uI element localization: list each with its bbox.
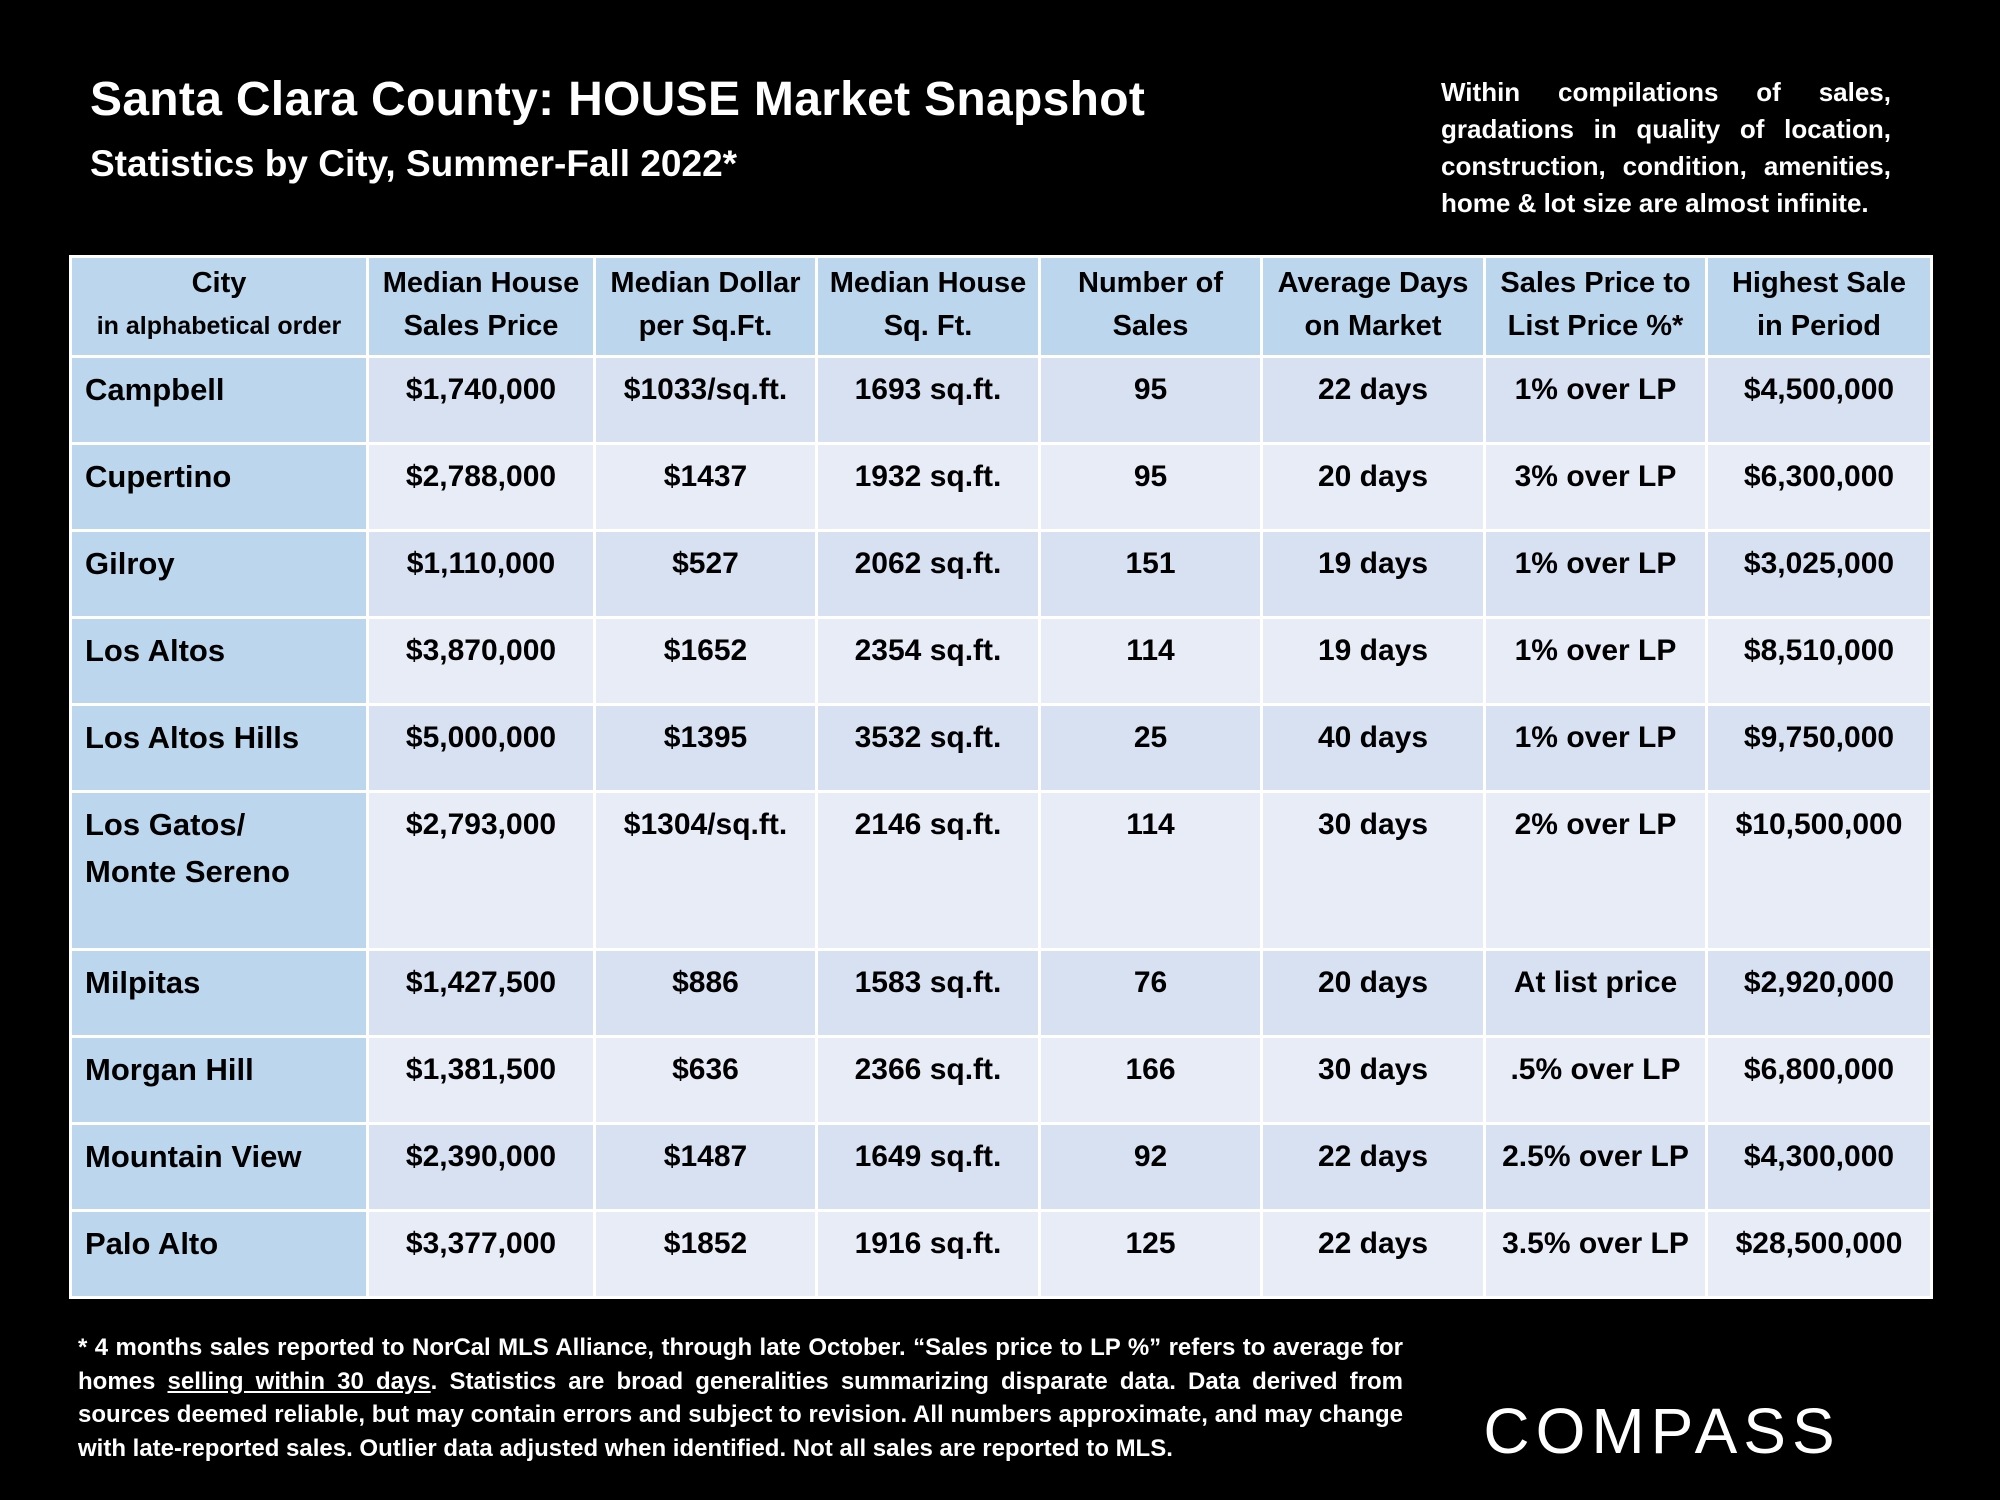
city-name: Los Altos <box>85 633 226 669</box>
column-header-line1: Median Dollar <box>610 267 801 299</box>
column-header-line2: per Sq.Ft. <box>638 310 773 342</box>
column-header-price <box>368 257 595 357</box>
sales-cell: 125 <box>1040 1210 1262 1297</box>
city-cell <box>71 618 368 705</box>
ppsf-cell: $1487 <box>595 1123 817 1210</box>
ppsf-cell: $1852 <box>595 1210 817 1297</box>
price-cell: $5,000,000 <box>368 705 595 792</box>
city-cell <box>71 1210 368 1297</box>
highest-cell: $28,500,000 <box>1707 1210 1932 1297</box>
ppsf-cell: $527 <box>595 531 817 618</box>
highest-cell: $9,750,000 <box>1707 705 1932 792</box>
ppsf-cell: $886 <box>595 949 817 1036</box>
column-header-line1: Median House <box>829 267 1027 299</box>
table-row <box>71 618 1932 705</box>
column-header-dom <box>1262 257 1485 357</box>
dom-cell: 30 days <box>1262 792 1485 950</box>
table-row <box>71 792 1932 950</box>
dom-cell: 19 days <box>1262 531 1485 618</box>
page-subtitle: Statistics by City, Summer-Fall 2022* <box>90 143 738 184</box>
price-cell: $2,390,000 <box>368 1123 595 1210</box>
column-header-city <box>71 257 368 357</box>
city-cell <box>71 792 368 950</box>
highest-cell: $2,920,000 <box>1707 949 1932 1036</box>
compass-logo <box>1452 1395 1872 1465</box>
sales-cell: 114 <box>1040 618 1262 705</box>
price-cell: $1,740,000 <box>368 357 595 444</box>
market-table <box>69 255 1930 1299</box>
table-row <box>71 357 1932 444</box>
dom-cell: 20 days <box>1262 949 1485 1036</box>
sqft-cell: 1932 sq.ft. <box>817 444 1040 531</box>
sqft-cell: 2366 sq.ft. <box>817 1036 1040 1123</box>
highest-cell: $6,300,000 <box>1707 444 1932 531</box>
sqft-cell: 1693 sq.ft. <box>817 357 1040 444</box>
sp-lp-cell: 3.5% over LP <box>1485 1210 1707 1297</box>
column-header-line1: City <box>191 267 247 299</box>
ppsf-cell: $1395 <box>595 705 817 792</box>
column-header-line2: in alphabetical order <box>96 312 342 340</box>
column-header-line1: Highest Sale <box>1731 267 1907 299</box>
sales-cell: 151 <box>1040 531 1262 618</box>
table-row <box>71 1123 1932 1210</box>
dom-cell: 19 days <box>1262 618 1485 705</box>
sp-lp-cell: 1% over LP <box>1485 705 1707 792</box>
city-cell <box>71 949 368 1036</box>
city-name: Gilroy <box>85 546 175 582</box>
sqft-cell: 3532 sq.ft. <box>817 705 1040 792</box>
sales-cell: 76 <box>1040 949 1262 1036</box>
price-cell: $1,110,000 <box>368 531 595 618</box>
highest-cell: $10,500,000 <box>1707 792 1932 950</box>
price-cell: $2,793,000 <box>368 792 595 950</box>
column-header-line2: in Period <box>1756 310 1882 342</box>
column-header-line2: Sq. Ft. <box>883 310 973 342</box>
table-row <box>71 1036 1932 1123</box>
column-header-line1: Sales Price to <box>1500 267 1691 299</box>
highest-cell: $4,300,000 <box>1707 1123 1932 1210</box>
sp-lp-cell: 2% over LP <box>1485 792 1707 950</box>
highest-cell: $6,800,000 <box>1707 1036 1932 1123</box>
page-title: Santa Clara County: HOUSE Market Snapshot <box>90 73 1146 126</box>
dom-cell: 22 days <box>1262 1210 1485 1297</box>
disclaimer-note: Within compilations of sales, gradations in quality of location, construction, condition, amenities, home & lot size are almost infinite. <box>1441 77 1891 218</box>
city-name-line2: Monte Sereno <box>85 854 290 890</box>
price-cell: $3,377,000 <box>368 1210 595 1297</box>
sp-lp-cell: 1% over LP <box>1485 531 1707 618</box>
table-row <box>71 949 1932 1036</box>
column-header-line1: Number of <box>1078 267 1223 299</box>
sqft-cell: 2146 sq.ft. <box>817 792 1040 950</box>
price-cell: $1,427,500 <box>368 949 595 1036</box>
sp-lp-cell: At list price <box>1485 949 1707 1036</box>
sqft-cell: 1649 sq.ft. <box>817 1123 1040 1210</box>
sales-cell: 166 <box>1040 1036 1262 1123</box>
ppsf-cell: $1033/sq.ft. <box>595 357 817 444</box>
city-name: Morgan Hill <box>85 1051 254 1087</box>
footnote-underlined-text: selling within 30 days <box>167 1367 431 1395</box>
city-name: Campbell <box>85 372 225 407</box>
sales-cell: 95 <box>1040 444 1262 531</box>
sqft-cell: 1916 sq.ft. <box>817 1210 1040 1297</box>
city-cell <box>71 1036 368 1123</box>
dom-cell: 40 days <box>1262 705 1485 792</box>
sales-cell: 114 <box>1040 792 1262 950</box>
footnote <box>78 1331 1403 1465</box>
city-name: Los Gatos/ <box>85 807 246 843</box>
city-name: Los Altos Hills <box>85 720 300 756</box>
city-cell <box>71 357 368 444</box>
price-cell: $2,788,000 <box>368 444 595 531</box>
column-header-line1: Average Days <box>1277 267 1469 299</box>
table-row <box>71 705 1932 792</box>
sp-lp-cell: 2.5% over LP <box>1485 1123 1707 1210</box>
footnote-text: * 4 months sales reported to NorCal MLS Alliance, through late October. “Sales price to LP %” refers to average for homes <box>78 1334 1403 1395</box>
sales-cell: 25 <box>1040 705 1262 792</box>
sales-cell: 95 <box>1040 357 1262 444</box>
sp-lp-cell: .5% over LP <box>1485 1036 1707 1123</box>
footnote-text: . Statistics are broad generalities summarizing disparate data. Data derived from sources deemed reliable, but may contain errors and subject to revision. All numbers approximate, and may change with late-reported sales. Outlier data adjusted when identified. Not all sales are reported to MLS. <box>78 1367 1403 1462</box>
table-row <box>71 444 1932 531</box>
city-cell <box>71 531 368 618</box>
city-name: Milpitas <box>85 964 201 1000</box>
column-header-sqft <box>817 257 1040 357</box>
ppsf-cell: $1437 <box>595 444 817 531</box>
table-row <box>71 1210 1932 1297</box>
table-row <box>71 531 1932 618</box>
sp-lp-cell: 3% over LP <box>1485 444 1707 531</box>
sp-lp-cell: 1% over LP <box>1485 618 1707 705</box>
city-cell <box>71 705 368 792</box>
column-header-highest <box>1707 257 1932 357</box>
column-header-sales <box>1040 257 1262 357</box>
column-header-line2: on Market <box>1304 310 1442 342</box>
dom-cell: 22 days <box>1262 357 1485 444</box>
sqft-cell: 2354 sq.ft. <box>817 618 1040 705</box>
dom-cell: 22 days <box>1262 1123 1485 1210</box>
column-header-line2: Sales <box>1112 310 1189 342</box>
column-header-line1: Median House <box>382 267 580 299</box>
column-header-line2: List Price %* <box>1507 310 1684 342</box>
dom-cell: 30 days <box>1262 1036 1485 1123</box>
city-name: Palo Alto <box>85 1225 219 1261</box>
highest-cell: $3,025,000 <box>1707 531 1932 618</box>
sqft-cell: 1583 sq.ft. <box>817 949 1040 1036</box>
city-name: Mountain View <box>85 1138 302 1174</box>
sales-cell: 92 <box>1040 1123 1262 1210</box>
dom-cell: 20 days <box>1262 444 1485 531</box>
sqft-cell: 2062 sq.ft. <box>817 531 1040 618</box>
city-name: Cupertino <box>85 459 232 495</box>
city-cell <box>71 444 368 531</box>
price-cell: $3,870,000 <box>368 618 595 705</box>
column-header-line2: Sales Price <box>403 310 559 342</box>
compass-logo-text: COMPASS <box>1483 1395 1841 1465</box>
column-header-ppsf <box>595 257 817 357</box>
highest-cell: $8,510,000 <box>1707 618 1932 705</box>
column-header-sp-lp <box>1485 257 1707 357</box>
city-cell <box>71 1123 368 1210</box>
highest-cell: $4,500,000 <box>1707 357 1932 444</box>
ppsf-cell: $1304/sq.ft. <box>595 792 817 950</box>
table-header-row <box>71 257 1932 357</box>
ppsf-cell: $636 <box>595 1036 817 1123</box>
sp-lp-cell: 1% over LP <box>1485 357 1707 444</box>
price-cell: $1,381,500 <box>368 1036 595 1123</box>
ppsf-cell: $1652 <box>595 618 817 705</box>
